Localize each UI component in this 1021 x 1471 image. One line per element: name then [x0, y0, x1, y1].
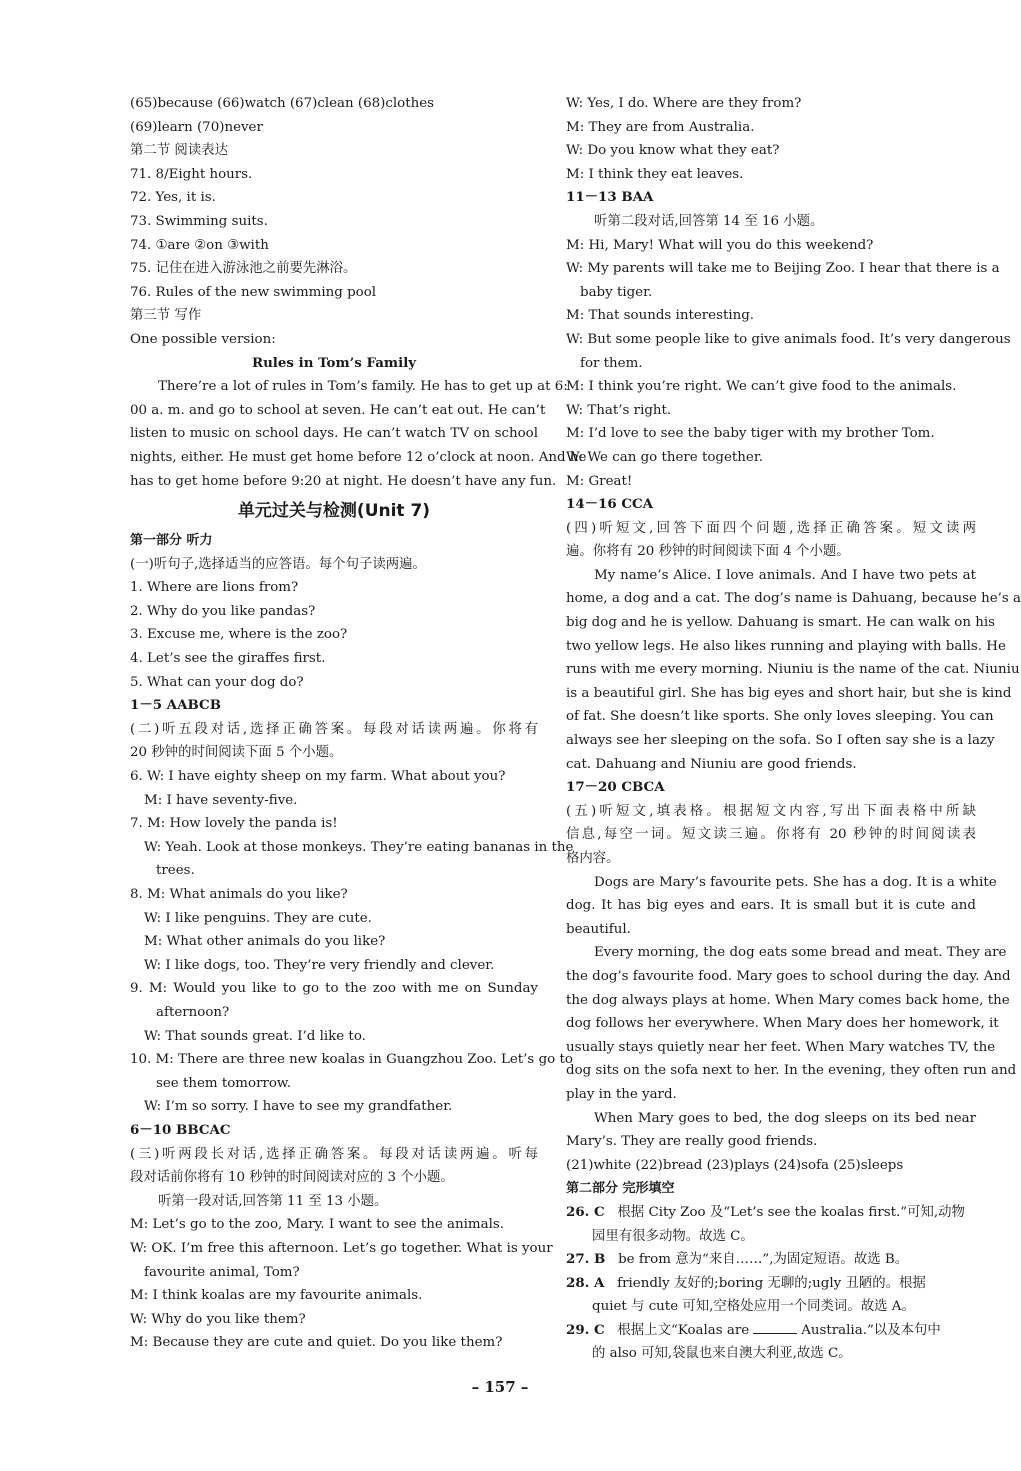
essay-title: Rules in Tom’s Family [251, 354, 417, 371]
answer-key: 11－13 BAA [566, 189, 654, 206]
explanation-text: Australia.”以及本句中 [801, 1322, 941, 1338]
explanation-line: 园里有很多动物。故选 C。 [592, 1228, 754, 1244]
instruction-line: (三)听两段长对话,选择正确答案。每段对话读两遍。听每 [130, 1146, 538, 1162]
passage-line: My name’s Alice. I love animals. And I have two pets at [594, 567, 976, 583]
dialogue-line: W: OK. I’m free this afternoon. Let’s go together. What is your [130, 1240, 553, 1256]
passage-line: the dog always plays at home. When Mary comes back home, the [566, 992, 1010, 1008]
dialogue-line: trees. [156, 863, 195, 879]
instruction-line: 20 秒钟的时间阅读下面 5 个小题。 [130, 745, 343, 761]
dialogue-line: 8. M: What animals do you like? [130, 887, 348, 902]
dialogue-line: 7. M: How lovely the panda is! [130, 816, 338, 832]
answer-line: (69)learn (70)never [130, 119, 263, 135]
passage-line: dog. It has big eyes and ears. It is small but it is cute and [566, 898, 976, 914]
answer-key: 1－5 AABCB [130, 697, 222, 714]
dialogue-line: W: Do you know what they eat? [566, 143, 780, 159]
answer-key: 17－20 CBCA [566, 779, 665, 796]
dialogue-line: W: Yes, I do. Where are they from? [566, 96, 802, 111]
question-line: 1. Where are lions from? [130, 580, 299, 596]
dialogue-line: M: Great! [566, 473, 633, 489]
explanation-line [566, 1319, 976, 1343]
passage-line: beautiful. [566, 921, 631, 937]
instruction-line: (一)听句子,选择适当的应答语。每个句子读两遍。 [130, 556, 426, 572]
essay-line: 00 a. m. and go to school at seven. He can’t eat out. He can’t [130, 402, 546, 418]
instruction-line: 信息,每空一词。短文读三遍。你将有 20 秒钟的时间阅读表 [566, 827, 976, 843]
passage-line: always see her sleeping on the sofa. So I often say she is a lazy [566, 733, 995, 749]
instruction-line: 格内容。 [566, 851, 620, 866]
instruction-line: 听第二段对话,回答第 14 至 16 小题。 [594, 213, 824, 229]
dialogue-line: M: That sounds interesting. [566, 308, 755, 324]
passage-line: usually stays quietly near her feet. When Mary watches TV, the [566, 1039, 996, 1055]
part-heading: 第一部分 听力 [130, 533, 213, 549]
passage-line: of fat. She doesn’t like sports. She only loves sleeping. You can [566, 709, 994, 725]
question-number: 26. C [566, 1203, 605, 1220]
question-line: 5. What can your dog do? [130, 674, 304, 690]
answer-line: 72. Yes, it is. [130, 190, 216, 206]
dialogue-line: W: I like penguins. They are cute. [144, 910, 372, 926]
passage-line: Mary’s. They are really good friends. [566, 1134, 818, 1150]
explanation-line [566, 1201, 976, 1225]
explanation-text: be from 意为“来自……”,为固定短语。故选 B。 [618, 1252, 909, 1268]
dialogue-line: W: Yeah. Look at those monkeys. They’re eating bananas in the [144, 839, 574, 855]
dialogue-line: M: I’d love to see the baby tiger with my brother Tom. [566, 426, 935, 442]
answer-line: 74. ①are ②on ③with [130, 237, 269, 253]
unit-title: 单元过关与检测(Unit 7) [237, 501, 431, 522]
dialogue-line: baby tiger. [580, 284, 653, 300]
passage-line: dog sits on the sofa next to her. In the evening, they often run and [566, 1063, 1017, 1079]
explanation-text: friendly 友好的;boring 无聊的;ugly 丑陋的。根据 [617, 1275, 926, 1291]
dialogue-line: M: Because they are cute and quiet. Do you like them? [130, 1335, 503, 1351]
explanation-line [566, 1272, 976, 1296]
explanation-line [566, 1248, 976, 1272]
section-heading: 第二节 阅读表达 [130, 143, 228, 159]
answer-line: (65)because (66)watch (67)clean (68)clothes [130, 96, 435, 111]
dialogue-line: M: They are from Australia. [566, 119, 755, 135]
passage-line: runs with me every morning. Niuniu is the name of the cat. Niuniu [566, 662, 1020, 678]
passage-line: is a beautiful girl. She has big eyes and short hair, but she is kind [566, 685, 1012, 701]
answer-line: 75. 记住在进入游泳池之前要先淋浴。 [130, 261, 357, 277]
instruction-line: 听第一段对话,回答第 11 至 13 小题。 [158, 1193, 388, 1209]
dialogue-line: M: I think you’re right. We can’t give food to the animals. [566, 379, 957, 395]
dialogue-line: favourite animal, Tom? [144, 1264, 300, 1280]
answer-line: 73. Swimming suits. [130, 213, 268, 229]
instruction-line: (五)听短文,填表格。根据短文内容,写出下面表格中所缺 [566, 803, 976, 819]
dialogue-line: W: That’s right. [566, 402, 672, 418]
passage-line: the dog’s favourite food. Mary goes to school during the day. And [566, 968, 1011, 984]
instruction-line: 遍。你将有 20 秒钟的时间阅读下面 4 个小题。 [566, 544, 850, 560]
explanation-text: 根据上文“Koalas are [617, 1322, 750, 1338]
dialogue-line: M: What other animals do you like? [144, 934, 386, 950]
dialogue-line: see them tomorrow. [156, 1075, 292, 1091]
dialogue-line: afternoon? [156, 1004, 230, 1020]
dialogue-line: W: That sounds great. I’d like to. [144, 1028, 366, 1044]
dialogue-line: M: I think they eat leaves. [566, 166, 744, 182]
dialogue-line: W: We can go there together. [566, 449, 764, 465]
dialogue-line: W: Why do you like them? [130, 1311, 306, 1327]
question-line: 2. Why do you like pandas? [130, 603, 316, 619]
passage-line: two yellow legs. He also likes running and playing with balls. He [566, 638, 1006, 654]
page-number: – 157 – [471, 1378, 529, 1396]
instruction-line: (四)听短文,回答下面四个问题,选择正确答案。短文读两 [566, 520, 976, 536]
passage-line: When Mary goes to bed, the dog sleeps on its bed near [594, 1110, 976, 1126]
passage-line: dog follows her everywhere. When Mary does her homework, it [566, 1016, 999, 1032]
question-line: 3. Excuse me, where is the zoo? [130, 627, 348, 643]
passage-line: big dog and he is yellow. Dahuang is smart. He can walk on his [566, 615, 996, 631]
question-line: 4. Let’s see the giraffes first. [130, 651, 326, 667]
fill-blank [753, 1320, 797, 1334]
note-line: One possible version: [130, 331, 276, 347]
answer-key: 6－10 BBCAC [130, 1121, 231, 1138]
dialogue-line: M: Let’s go to the zoo, Mary. I want to see the animals. [130, 1217, 505, 1233]
dialogue-line: W: My parents will take me to Beijing Zoo. I hear that there is a [566, 261, 1000, 277]
dialogue-line: W: But some people like to give animals food. It’s very dangerous [566, 331, 1011, 347]
answer-line: 76. Rules of the new swimming pool [130, 284, 377, 300]
dialogue-line: W: I like dogs, too. They’re very friendly and clever. [144, 957, 495, 973]
explanation-text: 根据 City Zoo 及“Let’s see the koalas first.”可知,动物 [617, 1204, 965, 1220]
dialogue-line: W: I’m so sorry. I have to see my grandfather. [144, 1099, 453, 1115]
essay-line: nights, either. He must get home before 12 o’clock at noon. And he [130, 449, 587, 465]
passage-line: Dogs are Mary’s favourite pets. She has a dog. It is a white [594, 874, 997, 890]
explanation-line: 的 also 可知,袋鼠也来自澳大利亚,故选 C。 [592, 1346, 852, 1362]
instruction-line: (二)听五段对话,选择正确答案。每段对话读两遍。你将有 [130, 721, 538, 737]
essay-line: listen to music on school days. He can’t watch TV on school [130, 426, 538, 442]
answer-key: 14－16 CCA [566, 496, 654, 513]
dialogue-line: 9. M: Would you like to go to the zoo with me on Sunday [130, 981, 538, 997]
question-number: 27. B [566, 1251, 606, 1268]
answer-line: 71. 8/Eight hours. [130, 166, 253, 182]
part-heading: 第二部分 完形填空 [566, 1181, 675, 1197]
answer-line: (21)white (22)bread (23)plays (24)sofa (25)sleeps [566, 1157, 904, 1173]
dialogue-line: M: I think koalas are my favourite animals. [130, 1288, 423, 1304]
passage-line: Every morning, the dog eats some bread and meat. They are [594, 945, 1007, 961]
essay-line: There’re a lot of rules in Tom’s family. He has to get up at 6: [158, 379, 568, 395]
right-column [566, 92, 1021, 1366]
dialogue-line: 6. W: I have eighty sheep on my farm. What about you? [130, 769, 506, 785]
question-number: 28. A [566, 1274, 605, 1291]
instruction-line: 段对话前你将有 10 秒钟的时间阅读对应的 3 个小题。 [130, 1170, 454, 1186]
essay-line: has to get home before 9:20 at night. He doesn’t have any fun. [130, 473, 557, 489]
dialogue-line: for them. [580, 355, 643, 371]
passage-line: cat. Dahuang and Niuniu are good friends. [566, 756, 857, 772]
passage-line: play in the yard. [566, 1086, 677, 1102]
dialogue-line: M: I have seventy-five. [144, 792, 298, 808]
passage-line: home, a dog and a cat. The dog’s name is Dahuang, because he’s a [566, 591, 1021, 607]
explanation-line: quiet 与 cute 可知,空格处应用一个同类词。故选 A。 [592, 1299, 915, 1315]
section-heading: 第三节 写作 [130, 308, 202, 324]
dialogue-line: M: Hi, Mary! What will you do this weekend? [566, 237, 874, 253]
question-number: 29. C [566, 1321, 605, 1338]
dialogue-line: 10. M: There are three new koalas in Guangzhou Zoo. Let’s go to [130, 1052, 573, 1068]
